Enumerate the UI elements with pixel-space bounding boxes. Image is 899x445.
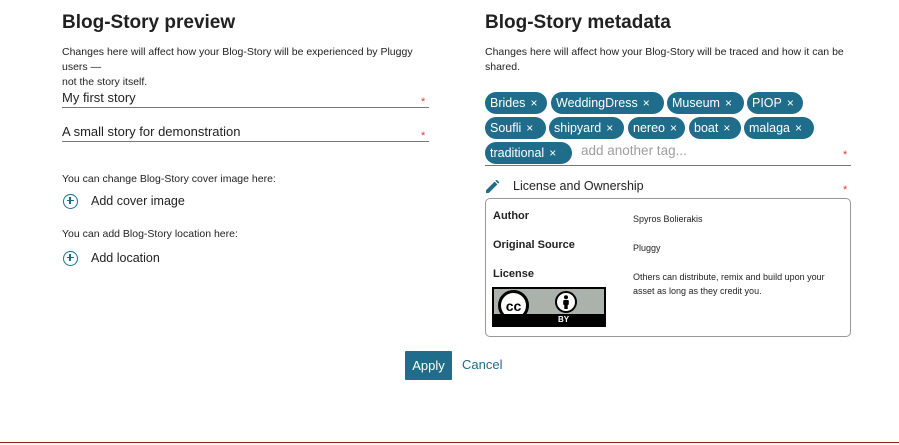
story-description-value: A small story for demonstration xyxy=(62,124,241,139)
cancel-button[interactable]: Cancel xyxy=(462,357,503,372)
close-icon[interactable]: × xyxy=(724,96,732,110)
original-source-label: Original Source xyxy=(493,239,575,251)
add-location-label: Add location xyxy=(91,251,160,265)
required-marker: * xyxy=(843,149,848,161)
location-helper-text: You can add Blog-Story location here: xyxy=(62,228,238,240)
license-description: Others can distribute, remix and build upon your asset as long as they credit you. xyxy=(633,272,825,296)
close-icon[interactable]: × xyxy=(530,96,538,110)
license-ownership-header[interactable] xyxy=(485,178,851,196)
tag-chip[interactable]: Museum × xyxy=(667,92,744,114)
license-label: License xyxy=(493,268,534,280)
tags-field[interactable] xyxy=(485,90,851,166)
author-label: Author xyxy=(493,210,530,222)
attribution-person-icon xyxy=(555,291,577,313)
tag-chip[interactable]: traditional × xyxy=(485,142,572,164)
preview-title: Blog-Story preview xyxy=(62,12,236,33)
add-cover-image-button[interactable] xyxy=(62,191,185,211)
tag-chip[interactable]: PIOP × xyxy=(747,92,803,114)
required-marker: * xyxy=(843,184,848,196)
tag-chip[interactable]: malaga × xyxy=(744,117,814,139)
story-title-field[interactable] xyxy=(62,86,429,108)
close-icon[interactable]: × xyxy=(786,96,794,110)
close-icon[interactable]: × xyxy=(642,96,650,110)
close-icon[interactable]: × xyxy=(549,146,557,160)
metadata-description: Changes here will affect how your Blog-Story will be traced and how it can be shared. xyxy=(485,46,844,73)
close-icon[interactable]: × xyxy=(526,121,534,135)
close-icon[interactable]: × xyxy=(723,121,731,135)
tag-chip[interactable]: Brides × xyxy=(485,92,547,114)
add-tag-input[interactable]: add another tag... xyxy=(581,143,687,158)
preview-description: Changes here will affect how your Blog-Story will be experienced by Pluggy users — not the story itself. xyxy=(62,46,413,88)
license-ownership-title: License and Ownership xyxy=(513,179,644,193)
add-circle-icon xyxy=(63,194,78,209)
author-value: Spyros Bolierakis xyxy=(633,214,703,224)
close-icon[interactable]: × xyxy=(795,121,803,135)
tag-chip[interactable]: nereo × xyxy=(628,117,685,139)
add-location-button[interactable] xyxy=(62,248,160,268)
add-circle-icon xyxy=(63,251,78,266)
required-marker: * xyxy=(421,96,426,108)
pencil-icon[interactable] xyxy=(485,180,501,194)
story-description-field[interactable] xyxy=(62,120,429,142)
creative-commons-icon: cc xyxy=(498,290,529,321)
required-marker: * xyxy=(421,130,426,142)
tag-chip[interactable]: shipyard × xyxy=(549,117,624,139)
tag-chip[interactable]: Soufli × xyxy=(485,117,546,139)
cc-by-license-badge xyxy=(492,287,606,327)
close-icon[interactable]: × xyxy=(606,121,614,135)
original-source-value: Pluggy xyxy=(633,243,661,253)
by-label: BY xyxy=(558,315,570,324)
footer-divider xyxy=(0,442,899,443)
close-icon[interactable]: × xyxy=(669,121,677,135)
tag-chip[interactable]: boat × xyxy=(689,117,741,139)
license-ownership-box xyxy=(485,198,851,337)
tag-chip[interactable]: WeddingDress × xyxy=(551,92,664,114)
metadata-title: Blog-Story metadata xyxy=(485,12,671,33)
cover-helper-text: You can change Blog-Story cover image here: xyxy=(62,173,276,185)
story-title-value: My first story xyxy=(62,90,136,105)
apply-button[interactable]: Apply xyxy=(405,351,452,380)
add-cover-image-label: Add cover image xyxy=(91,194,185,208)
